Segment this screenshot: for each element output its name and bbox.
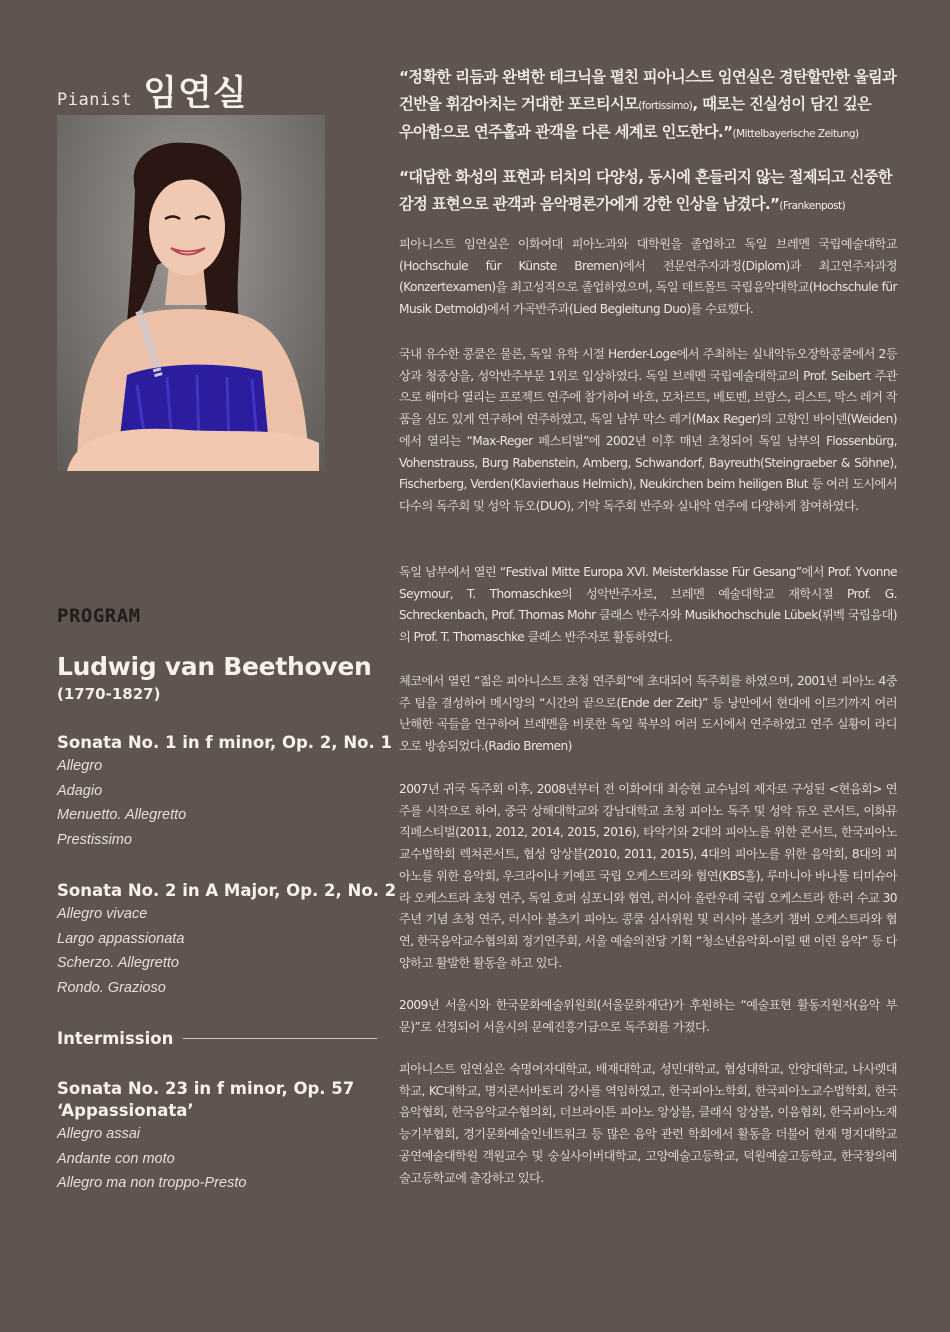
quote-line: “정확한 리듬과 완벽한 테크닉을 펼친 피아니스트 임연실은 경탄할만한 울림과 xyxy=(399,68,897,86)
bio-paragraph: 체코에서 열린 “젊은 피아니스트 초청 연주회”에 초대되어 독주회를 하였으며, 2001년 피아노 4중주 팀을 결성하여 메시앙의 “시간의 끝으로(Ende der Zeit)” 등 낭만에서 현대에 이르기까지 여러 난해한 곡들을 연구하여 브레멘을 비롯한 독일 북부의 여러 도시에서 연주하였고 연주 실황이 라디오로 방송되었다.(Radio Bremen) xyxy=(399,674,897,754)
intermission-rule xyxy=(183,1038,377,1039)
bio-paragraph: 피아니스트 임연실은 숙명여자대학교, 배재대학교, 성민대학교, 협성대학교, 안양대학교, 나사렛대학교, KC대학교, 명지콘서바토리 강사를 역임하였고, 한국피아노학회, 한국피아노교수법학회, 한국음악협회, 한국음악교수협의회, 더브라이튼 피아노 앙상블, 클래식 앙상블, 이음협회, 한국피아노재능기부협회, 경기문화예술인네트워크 등 많은 음악 관련 학회에서 활동을 더불어 현재 명지대학교 공연예술대학원 객원교수 및 숭실사이버대학교, 고양예술고등학교, 덕원예술고등학교, 한국창의예술고등학교에 출강하고 있다. xyxy=(399,1062,897,1185)
bio-paragraph: 2007년 귀국 독주회 이후, 2008년부터 전 이화여대 최승현 교수님의 제자로 구성된 <현음회> 연주를 시작으로 하여, 중국 상해대학교와 강남대학교 초청 피아노 독주 및 성악 듀오 콘서트, 이화뮤직페스티벌(2011, 2012, 2014, 2015, 2016), 타악기와 2대의 피아노를 위한 콘서트, 한국피아노교수법학회 렉쳐콘서트, 협성 앙상블(2010, 2011, 2015), 4대의 피아노를 위한 음악회, 8대의 피아노를 위한 음악회, 우크라이나 키예프 국립 오케스트라와 협연(KBS홀), 루마니아 바나툴 티미슈아라 오케스트라 초청 연주, 독일 호퍼 심포니와 협연, 러시아 올란우데 국립 오케스트라 한·러 수교 30주년 기념 초청 연주, 러시아 볼츠키 피아노 콩쿨 심사위원 및 러시아 볼츠키 챔버 오케스트라와 협연, 한국음악교수협의회 정기연주회, 서울 예술의전당 기획 “청소년음악회-이럴 땐 이런 음악” 등 다양하고 활발한 활동을 하고 있다. xyxy=(399,782,897,970)
bio-paragraph: 국내 유수한 콩쿨은 물론, 독일 유학 시절 Herder-Loge에서 주최하는 실내악듀오장학콩쿨에서 2등상과 청중상을, 성악반주부문 1위로 입상하였다. 독일 브레멘 국립예술대학교의 Prof. Seibert 주관으로 해마다 열리는 프로젝트 연주에 참가하여 바흐, 모차르트, 베토벤, 브람스, 리스트, 막스 레거 작품을 심도 있게 연구하여 연주하였고, 독일 남부 막스 레거(Max Reger)의 고향인 바이덴(Weiden)에서 열리는 “Max-Reger 페스티벌”에 2002년 이후 매년 초청되어 독일 남부의 Flossenbürg, Vohenstrauss, Burg Rabenstein, Amberg, Schwandorf, Bayreuth(Steingraeber & Söhne), Fischerberg, Verden(Klavierhaus Helmich), Neukirchen beim heiligen Blut 등 여러 도시에서 다수의 독주회 및 성악 듀오(DUO), 기악 독주회 반주와 실내악 연주에 다양하게 참여하였다. xyxy=(399,347,897,513)
intermission-label: Intermission xyxy=(57,1029,174,1048)
composer-name: Ludwig van Beethoven xyxy=(57,652,372,681)
program-heading: PROGRAM xyxy=(57,605,141,627)
movement: Allegro vivace xyxy=(57,906,148,922)
portrait-face xyxy=(149,179,225,275)
press-quote xyxy=(399,64,897,148)
page-title xyxy=(57,66,248,116)
movement: Andante con moto xyxy=(57,1150,175,1167)
quote-line: “대담한 화성의 표현과 터치의 다양성, 동시에 흔들리지 않는 절제되고 신중한 xyxy=(399,168,892,186)
work-subtitle: ‘Appassionata’ xyxy=(57,1101,194,1120)
quote-inline-note: (fortissimo) xyxy=(638,99,693,112)
movement: Allegro ma non troppo-Presto xyxy=(57,1175,247,1191)
work-sonata-1 xyxy=(57,732,392,852)
quote-line xyxy=(399,119,897,148)
bio-paragraph: 2009년 서울시와 한국문화예술위원회(서울문화재단)가 후원하는 “예술표현 활동지원자(음악 부문)”로 선정되어 서울시의 문예진흥기금으로 독주회를 가졌다. xyxy=(399,998,897,1034)
work-title: Sonata No. 23 in f minor, Op. 57 xyxy=(57,1079,355,1098)
quote-text: 우아함으로 연주홀과 관객을 다른 세계로 인도한다.” xyxy=(399,123,733,141)
bio-paragraph: 독일 남부에서 열린 “Festival Mitte Europa XVI. Meisterklasse Für Gesang”에서 Prof. Yvonne Seymour, T. Thomaschke의 성악반주자로, 브레멘 예술대학교 재학시절 Prof. G. Schreckenbach, Prof. Thomas Mohr 클래스 반주자와 Musikhochschule Lübek(뤼벡 국립음대)의 Prof. T. Thomaschke 클래스 반주자로 활동하였다. xyxy=(399,565,897,645)
press-quote xyxy=(399,164,897,219)
portrait-arms xyxy=(67,429,319,471)
movement: Prestissimo xyxy=(57,831,132,848)
quote-text: 감정 표현으로 관객과 음악평론가에게 강한 인상을 남겼다.” xyxy=(399,194,780,213)
quote-source: (Mittelbayerische Zeitung) xyxy=(732,128,859,140)
quote-text: 건반을 휘감아치는 거대한 포르티시모 xyxy=(399,94,639,113)
work-title: Sonata No. 2 in A Major, Op. 2, No. 2 xyxy=(57,881,397,900)
movement: Allegro assai xyxy=(57,1126,141,1142)
work-sonata-2 xyxy=(57,880,397,1000)
quote-text: , 때로는 진실성이 담긴 깊은 xyxy=(692,94,872,113)
movement: Rondo. Grazioso xyxy=(57,979,166,996)
title-role: Pianist xyxy=(57,90,133,110)
work-sonata-23 xyxy=(57,1078,377,1196)
title-name: 임연실 xyxy=(143,74,248,114)
movement: Largo appassionata xyxy=(57,930,185,947)
intermission xyxy=(57,1029,377,1048)
movement: Allegro xyxy=(57,758,103,774)
composer-years: (1770-1827) xyxy=(57,685,161,703)
bio-paragraph: 피아니스트 임연실은 이화여대 피아노과와 대학원을 졸업하고 독일 브레멘 국립예술대학교(Hochschule für Künste Bremen)에서 전문연주자과정(Diplom)과 최고연주자과정(Konzertexamen)을 최고성적으로 졸업하였으며, 독일 데트몰트 국립음악대학교(Hochschule für Musik Detmold)에서 가곡반주과(Lied Begleitung Duo)를 수료했다. xyxy=(399,237,897,317)
quote-line xyxy=(399,91,897,120)
movement: Adagio xyxy=(57,782,103,799)
quote-line xyxy=(399,191,897,220)
pianist-portrait xyxy=(57,115,325,471)
portrait-illustration xyxy=(57,115,325,471)
movement: Menuetto. Allegretto xyxy=(57,807,187,823)
work-title: Sonata No. 1 in f minor, Op. 2, No. 1 xyxy=(57,733,392,752)
movement: Scherzo. Allegretto xyxy=(57,955,179,971)
quote-source: (Frankenpost) xyxy=(779,199,846,212)
